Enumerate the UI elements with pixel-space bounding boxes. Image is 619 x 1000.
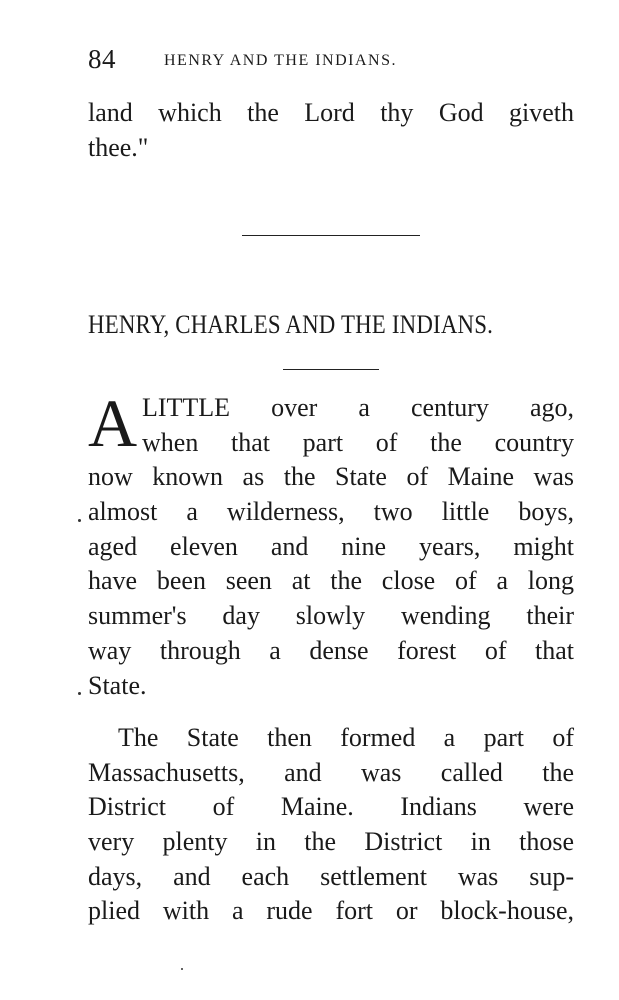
text-line: when that part of the country — [142, 427, 574, 457]
text-line: The State then formed a part of — [118, 723, 574, 752]
drop-cap: A — [88, 385, 138, 461]
print-speck — [78, 692, 81, 695]
text-line: summer's day slowly wending their — [88, 601, 574, 631]
print-speck — [181, 968, 183, 970]
chapter-title: HENRY, CHARLES AND THE INDIANS. — [88, 310, 494, 339]
print-speck — [78, 519, 81, 522]
text-line: very plenty in the District in those — [88, 827, 574, 857]
text-line: aged eleven and nine years, might — [88, 531, 574, 561]
text-line: have been seen at the close of a long — [88, 566, 574, 596]
text-line: State. — [88, 670, 147, 700]
section-divider-rule — [242, 235, 420, 236]
text-line: now known as the State of Maine was — [88, 462, 574, 492]
text-line: District of Maine. Indians were — [88, 792, 574, 822]
text-line: Massachusetts, and was called the — [88, 757, 574, 787]
text-line: LITTLE over a century ago, — [142, 393, 574, 422]
text-line: days, and each settlement was sup- — [88, 861, 574, 891]
text-line: way through a dense forest of that — [88, 635, 574, 665]
title-underline-rule — [283, 369, 379, 370]
paragraph-one — [88, 385, 574, 703]
text-line: almost a wilderness, two little boys, — [88, 497, 574, 527]
text-line: thee." — [88, 132, 149, 162]
running-head — [88, 40, 574, 80]
page-number: 84 — [88, 44, 116, 74]
paragraph-two — [88, 721, 574, 929]
carry-over-paragraph — [88, 96, 574, 165]
running-title: HENRY AND THE INDIANS. — [164, 52, 397, 69]
text-line: plied with a rude fort or block-house, — [88, 896, 574, 926]
text-line: land which the Lord thy God giveth — [88, 98, 574, 127]
